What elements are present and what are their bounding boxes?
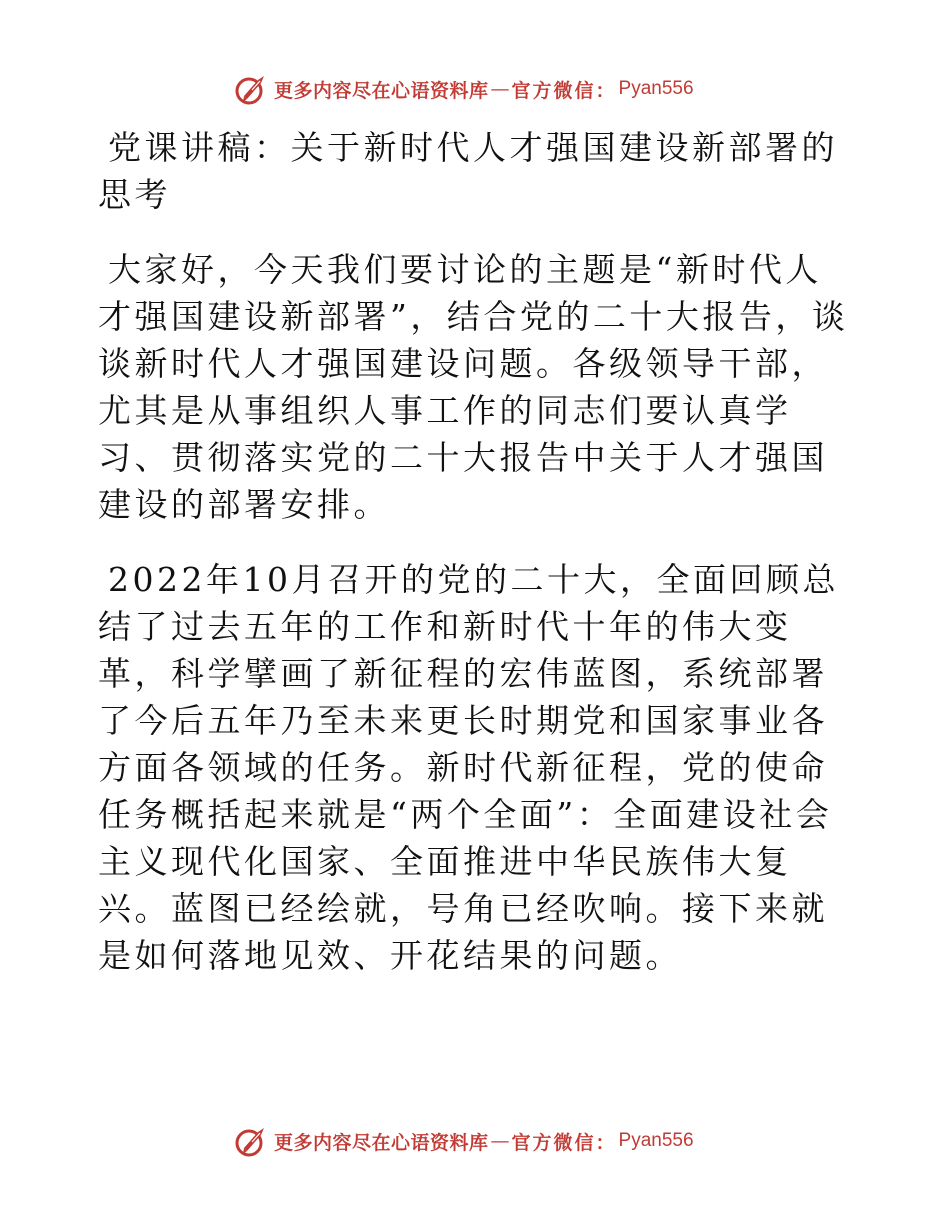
header-banner: [234, 72, 694, 106]
footer-banner-text: 更多内容尽在心语资料库: [274, 1131, 489, 1154]
header-banner-text: 更多内容尽在心语资料库: [274, 79, 489, 102]
header-banner-dash: —: [490, 78, 510, 100]
footer-banner-dash: —: [490, 1130, 510, 1152]
header-banner-label: 官方微信：: [511, 79, 617, 102]
pen-nib-logo-icon: [234, 1124, 270, 1158]
document-title: 党课讲稿：关于新时代人才强国建设新部署的思考: [98, 128, 838, 214]
paragraph-2: 2022年10月召开的党的二十大，全面回顾总结了过去五年的工作和新时代十年的伟大变革，科学擘画了新征程的宏伟蓝图，系统部署了今后五年乃至未来更长时期党和国家事业各方面各领域的任务。新时代新征程，党的使命任务概括起来就是“两个全面”：全面建设社会主义现代化国家、全面推进中华民族伟大复兴。蓝图已经绘就，号角已经吹响。接下来就是如何落地见效、开花结果的问题。: [98, 560, 839, 975]
paragraph-1: 大家好，今天我们要讨论的主题是“新时代人才强国建设新部署”，结合党的二十大报告，谈谈新时代人才强国建设问题。各级领导干部，尤其是从事组织人事工作的同志们要认真学习、贯彻落实党的二十大报告中关于人才强国建设的部署安排。: [98, 250, 849, 524]
footer-banner-id: Pyan556: [618, 1130, 694, 1151]
header-banner-id: Pyan556: [618, 78, 694, 99]
document-body: [98, 124, 858, 1007]
pen-nib-logo-icon: [234, 72, 270, 106]
footer-banner: [234, 1124, 694, 1158]
footer-banner-label: 官方微信：: [511, 1131, 617, 1154]
